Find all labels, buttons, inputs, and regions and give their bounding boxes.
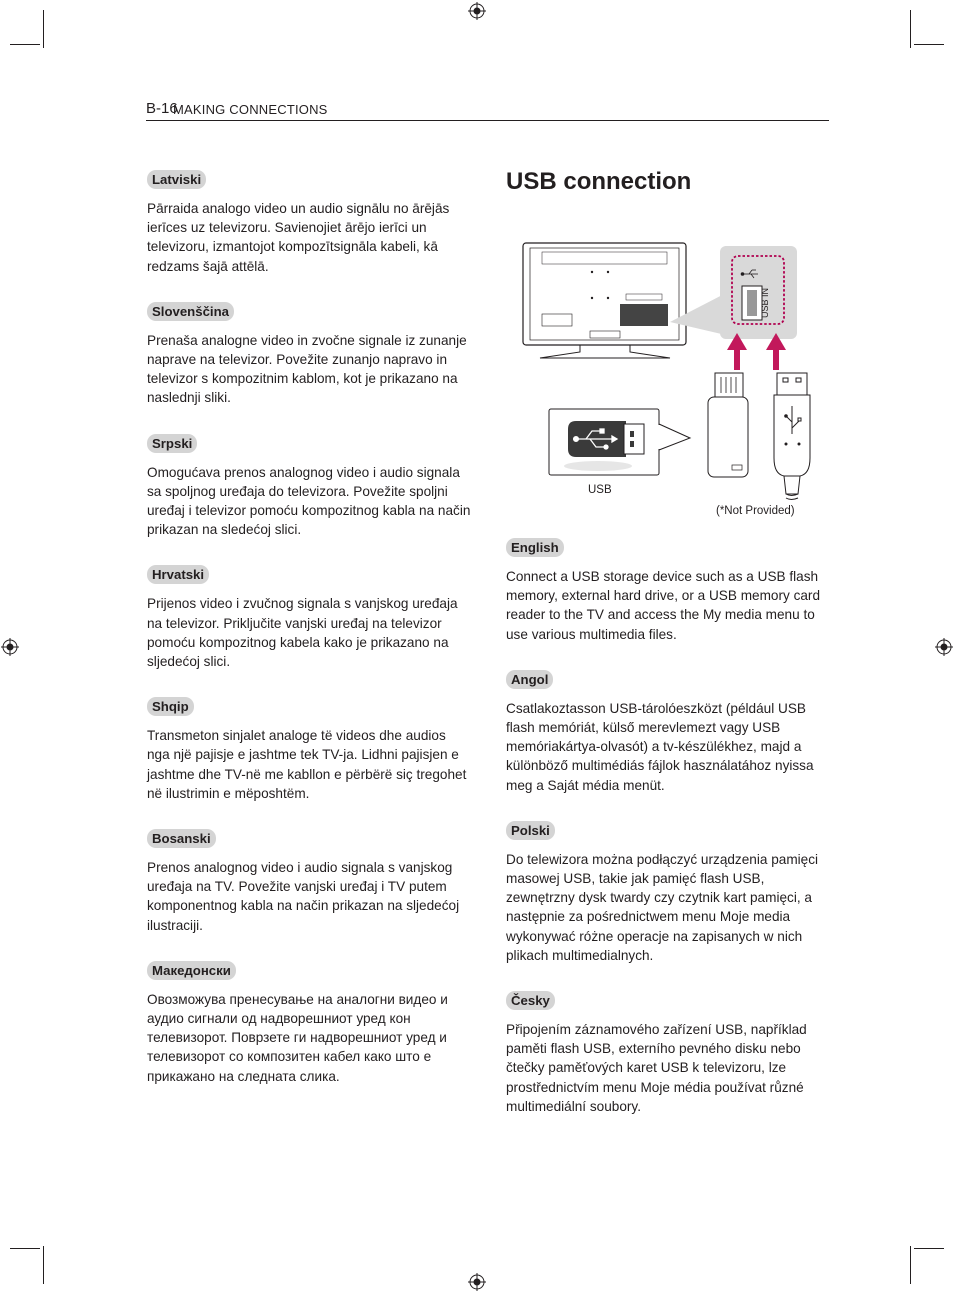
page-number: B-16 [146,100,178,117]
usb-device-callout [549,409,690,475]
crop-mark [10,1248,40,1249]
language-tag: Bosanski [147,829,216,848]
usb-diagram [520,236,820,526]
registration-mark-icon [468,2,486,20]
language-paragraph: Prijenos video i zvučnog signala s vanjskog uređaja na televizor. Priključite vanjski uređaj na televizor pomoću kompozitnog kabela kako je prikazano na sljedećoj slici. [147,596,458,670]
page-header [146,98,829,121]
usb-flash-drive-illustration [708,373,748,477]
crop-mark [914,44,944,45]
language-tag: Македонски [147,961,236,980]
language-section [506,538,831,644]
language-tag: Česky [506,991,555,1010]
language-paragraph: Овозможува пренесување на аналогни видео и аудио сигнали од надворешниот уред кон телевизорот. Поврзете ги надворешниот уред и телевизорот со композитен кабел како што е прикажано на следната слика. [147,991,448,1084]
language-section [147,697,472,803]
language-tag: Angol [506,670,553,689]
language-tag: Srpski [147,434,197,453]
language-section [147,434,472,540]
language-section [506,670,831,795]
language-tag: English [506,538,564,557]
left-column [147,170,472,1112]
language-paragraph: Connect a USB storage device such as a USB flash memory, external hard drive, or a USB memory card reader to the TV and access the My media menu to use various multimedia files. [506,569,821,642]
usb-device-label: USB [588,484,612,496]
not-provided-note: (*Not Provided) [716,505,795,517]
language-section [506,991,831,1116]
usb-port-callout [670,246,797,339]
right-column [506,538,831,1142]
language-section [147,170,472,276]
language-tag: Slovenščina [147,302,234,321]
language-paragraph: Transmeton sinjalet analoge të videos dhe audios nga një pajisje e jashtme tek TV-ja. Lidhni pajisjen e jashtme dhe TV-në me kabllon e përbërë siç tregohet në ilustrimin e mëposhtëm. [147,728,467,801]
page-title: USB connection [506,168,692,195]
language-tag: Polski [506,821,555,840]
language-paragraph: Pārraida analogo video un audio signālu no ārējās ierīces uz televizoru. Savienojiet ārējo ierīci un televizoru, izmantojot kompozītsignāla kabeli, kā redzams šajā attēlā. [147,201,450,274]
crop-mark [910,1246,911,1284]
crop-mark [43,1246,44,1284]
usb-connection-figure [520,236,820,526]
registration-mark-icon [468,1273,486,1291]
language-section [506,821,831,965]
usb-cable-illustration [774,373,810,500]
language-paragraph: Prenaša analogne video in zvočne signale iz zunanje naprave na televizor. Povežite zunanjo napravo in televizor s kompozitnim kablom, kot je prikazano na naslednji sliki. [147,332,467,406]
crop-mark [43,10,44,48]
crop-mark [914,1248,944,1249]
tv-back-illustration [523,243,686,358]
registration-mark-icon [1,638,19,656]
crop-mark [910,10,911,48]
language-paragraph: Csatlakoztasson USB-tárolóeszközt (például USB flash memóriát, külső merevlemezt vagy USB memóriakártya-olvasót) a tv-készülékhez, majd a különböző multimédiás fájlok használatához nyissa meg a Saját média menüt. [506,700,814,793]
section-title: MAKING CONNECTIONS [173,102,328,117]
language-tag: Shqip [147,697,194,716]
language-section [147,565,472,671]
language-paragraph: Do telewizora można podłączyć urządzenia pamięci masowej USB, takie jak pamięć flash USB, zewnętrzny dysk twardy czy czytnik kart pamięci, a następnie za pośrednictwem menu Moje media wykonywać różne operacje na zapisanych w nich plikach multimedialnych. [506,851,819,963]
language-section [147,961,472,1086]
language-section [147,829,472,935]
language-tag: Latviski [147,170,206,189]
language-paragraph: Připojením záznamového zařízení USB, například paměti flash USB, externího pevného disku nebo čtečky paměťových karet USB k televizoru, lze prostřednictvím menu Moje média používat různé multimediální soubory. [506,1022,807,1114]
crop-mark [10,44,40,45]
usb-in-label: USB IN [760,287,770,318]
language-paragraph: Omogućava prenos analognog video i audio signala sa spoljnog uređaja do televizora. Povežite spoljni uređaj i televizor pomoću kompozitnog kabla na način prikazan na sledećoj slici. [147,464,471,538]
language-tag: Hrvatski [147,565,209,584]
language-section [147,302,472,408]
language-paragraph: Prenos analognog video i audio signala s vanjskog uređaja na TV. Povežite vanjski uređaj i TV putem komponentnog kabla na način prikazan na sljedećoj ilustraciji. [147,860,460,933]
registration-mark-icon [935,638,953,656]
